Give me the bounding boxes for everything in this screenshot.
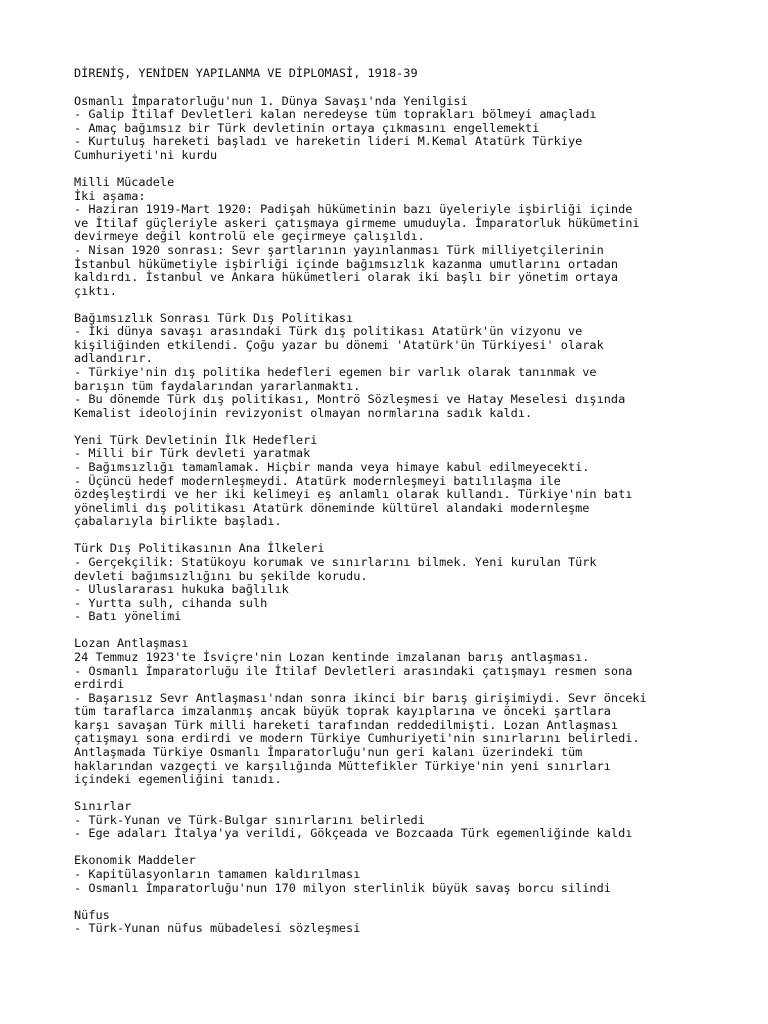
section-line: - Osmanlı İmparatorluğu ile İtilaf Devletleri arasındaki çatışmayı resmen sona <box>74 663 633 678</box>
section-line: barışın tüm faydalarından yararlanmaktı. <box>74 378 361 393</box>
section-line: kaldırdı. İstanbul ve Ankara hükümetleri olarak iki başlı bir yönetim ortaya <box>74 270 619 285</box>
section-heading: Türk Dış Politikasının Ana İlkeleri <box>74 541 325 556</box>
section-line: adlandırır. <box>74 351 153 366</box>
section-line: özdeşleştirdi ve her iki kelimeyi eş anlamlı olarak kullandı. Türkiye'nin batı <box>74 487 633 502</box>
section-heading: Osmanlı İmparatorluğu'nun 1. Dünya Savaşı'nda Yenilgisi <box>74 93 468 108</box>
section-line: - Haziran 1919-Mart 1920: Padişah hükümetinin bazı üyeleriyle işbirliği içinde <box>74 202 633 217</box>
section-line: 24 Temmuz 1923'te İsviçre'nin Lozan kentinde imzalanan barış antlaşması. <box>74 649 590 664</box>
document-page <box>74 67 754 949</box>
section-line: - Kurtuluş hareketi başladı ve hareketin lideri M.Kemal Atatürk Türkiye <box>74 134 583 149</box>
section-line: devleti bağımsızlığını bu şekilde korudu. <box>74 568 368 583</box>
document-body <box>74 95 754 936</box>
section-line: - Uluslararası hukuka bağlılık <box>74 582 289 597</box>
document-section <box>74 542 754 624</box>
section-line: Cumhuriyeti'ni kurdu <box>74 147 218 162</box>
section-line: - Osmanlı İmparatorluğu'nun 170 milyon sterlinlik büyük savaş borcu silindi <box>74 880 611 895</box>
document-section <box>74 95 754 163</box>
section-heading: Ekonomik Maddeler <box>74 853 196 868</box>
document-section <box>74 909 754 936</box>
section-line: İstanbul hükümetiyle işbirliği içinde bağımsızlık kazanma umutlarını ortadan <box>74 256 619 271</box>
section-heading: Yeni Türk Devletinin İlk Hedefleri <box>74 432 318 447</box>
section-line: içindeki egemenliğini tanıdı. <box>74 772 282 787</box>
section-heading: Lozan Antlaşması <box>74 636 189 651</box>
section-line: yönelimli dış politikası Atatürk döneminde kültürel alandaki modernleşme <box>74 500 590 515</box>
document-title: DİRENİŞ, YENİDEN YAPILANMA VE DİPLOMASİ, 1918-39 <box>74 66 418 80</box>
section-line: - Galip İtilaf Devletleri kalan neredeyse tüm toprakları bölmeyi amaçladı <box>74 107 597 122</box>
section-line: - Gerçekçilik: Statükoyu korumak ve sınırlarını bilmek. Yeni kurulan Türk <box>74 554 597 569</box>
section-line: - Türk-Yunan ve Türk-Bulgar sınırlarını belirledi <box>74 812 425 827</box>
document-section <box>74 312 754 421</box>
section-heading: Milli Mücadele <box>74 174 175 189</box>
section-line: - Batı yönelimi <box>74 609 182 624</box>
section-line: erdirdi <box>74 677 125 692</box>
section-line: çabalarıyla birlikte başladı. <box>74 514 282 529</box>
section-line: - Amaç bağımsız bir Türk devletinin ortaya çıkmasını engellemekti <box>74 120 540 135</box>
section-line: kişiliğinden etkilendi. Çoğu yazar bu dönemi 'Atatürk'ün Türkiyesi' olarak <box>74 337 604 352</box>
section-line: - Milli bir Türk devleti yaratmak <box>74 446 311 461</box>
section-line: Kemalist ideolojinin revizyonist olmayan normlarına sadık kaldı. <box>74 405 533 420</box>
document-section <box>74 176 754 298</box>
section-line: çatışmayı sona erdirdi ve modern Türkiye Cumhuriyeti'nin sınırlarını belirledi. <box>74 731 640 746</box>
section-line: - İki dünya savaşı arasındaki Türk dış politikası Atatürk'ün vizyonu ve <box>74 324 583 339</box>
section-line: - Üçüncü hedef modernleşmeydi. Atatürk modernleşmeyi batılılaşma ile <box>74 473 561 488</box>
section-line: - Ege adaları İtalya'ya verildi, Gökçeada ve Bozcaada Türk egemenliğinde kaldı <box>74 826 633 841</box>
document-section <box>74 637 754 787</box>
section-line: - Nisan 1920 sonrası: Sevr şartlarının yayınlanması Türk milliyetçilerinin <box>74 242 604 257</box>
section-line: devirmeye değil kontrolü ele geçirmeye çalışıldı. <box>74 229 425 244</box>
section-line: Antlaşmada Türkiye Osmanlı İmparatorluğu'nun geri kalanı üzerindeki tüm <box>74 745 583 760</box>
section-line: - Türk-Yunan nüfus mübadelesi sözleşmesi <box>74 921 361 936</box>
section-line: - Türkiye'nin dış politika hedefleri egemen bir varlık olarak tanınmak ve <box>74 365 597 380</box>
section-line: çıktı. <box>74 283 117 298</box>
section-line: karşı savaşan Türk milli hareketi tarafından reddedilmişti. Lozan Antlaşması <box>74 717 619 732</box>
section-line: - Kapitülasyonların tamamen kaldırılması <box>74 867 361 882</box>
section-line: - Bağımsızlığı tamamlamak. Hiçbir manda veya himaye kabul edilmeyecekti. <box>74 460 590 475</box>
section-heading: Nüfus <box>74 907 110 922</box>
section-line: ve İtilaf güçleriyle askeri çatışmaya girmeme umuduyla. İmparatorluk hükümetini <box>74 215 640 230</box>
document-section <box>74 854 754 895</box>
section-line: - Yurtta sulh, cihanda sulh <box>74 595 268 610</box>
section-line: İki aşama: <box>74 188 146 203</box>
section-line: - Başarısız Sevr Antlaşması'ndan sonra ikinci bir barış girişimiydi. Sevr önceki <box>74 690 647 705</box>
document-section <box>74 800 754 841</box>
document-section <box>74 434 754 529</box>
section-heading: Bağımsızlık Sonrası Türk Dış Politikası <box>74 310 354 325</box>
section-line: haklarından vazgeçti ve karşılığında Müttefikler Türkiye'nin yeni sınırları <box>74 758 611 773</box>
section-line: - Bu dönemde Türk dış politikası, Montrö Sözleşmesi ve Hatay Meselesi dışında <box>74 392 626 407</box>
section-line: tüm taraflarca imzalanmış ancak büyük toprak kayıplarına ve önceki şartlara <box>74 704 611 719</box>
section-heading: Sınırlar <box>74 799 132 814</box>
